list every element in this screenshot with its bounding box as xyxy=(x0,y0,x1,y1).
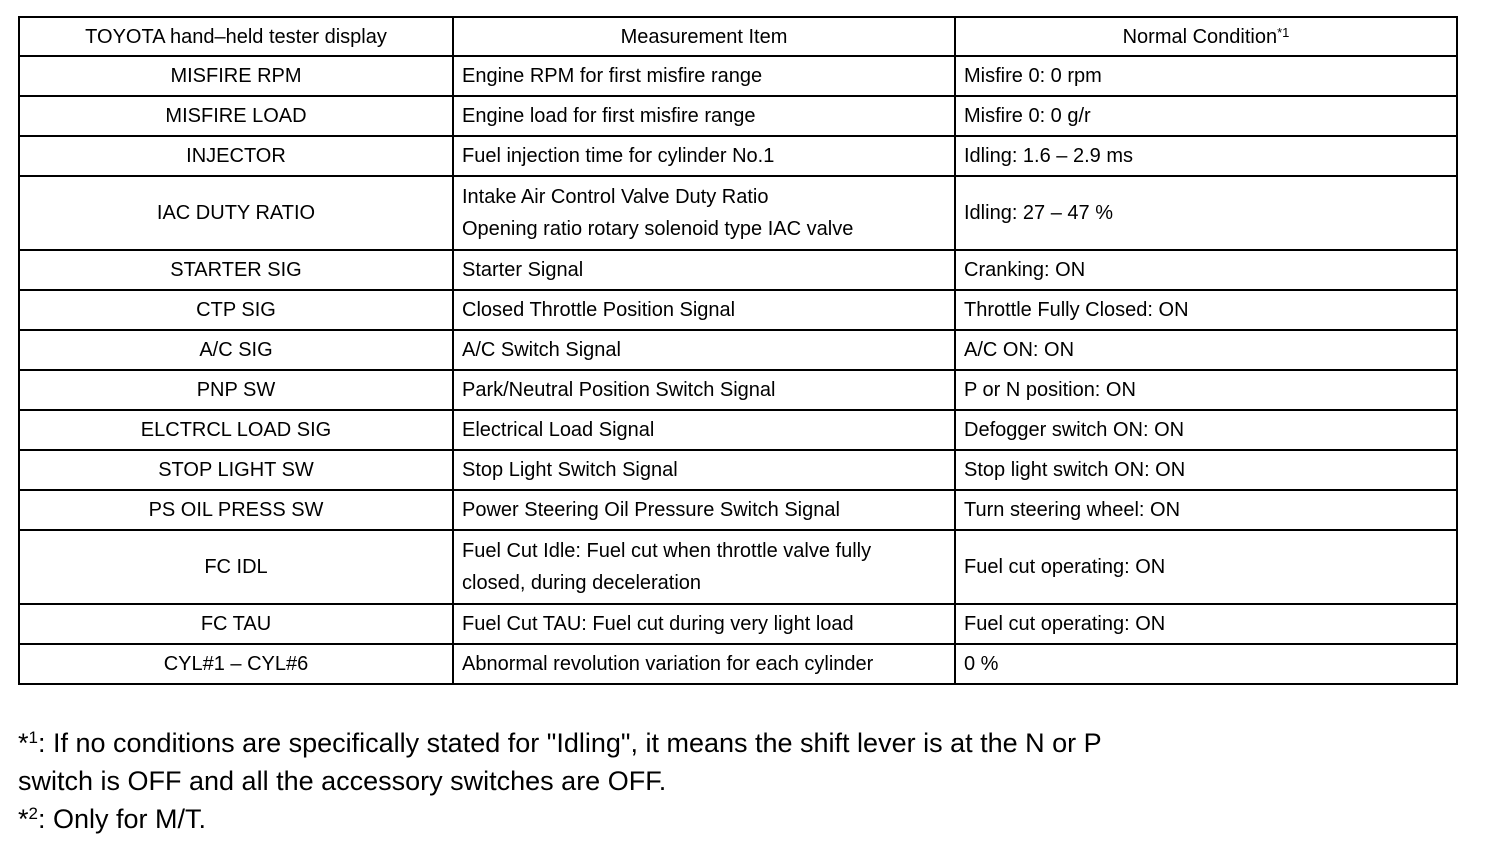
cell-condition: A/C ON: ON xyxy=(955,330,1457,370)
cell-measurement-line: Fuel Cut Idle: Fuel cut when throttle valve fully xyxy=(462,540,872,562)
header-normal-condition-label: Normal Condition xyxy=(1122,25,1278,48)
cell-display: MISFIRE LOAD xyxy=(19,96,453,136)
footnotes xyxy=(18,724,1102,838)
cell-display: IAC DUTY RATIO xyxy=(19,176,453,250)
cell-condition: Fuel cut operating: ON xyxy=(955,604,1457,644)
cell-measurement: Park/Neutral Position Switch Signal xyxy=(453,370,955,410)
cell-measurement: Stop Light Switch Signal xyxy=(453,450,955,490)
cell-measurement: Abnormal revolution variation for each cylinder xyxy=(453,644,955,684)
cell-condition: Stop light switch ON: ON xyxy=(955,450,1457,490)
cell-display: FC TAU xyxy=(19,604,453,644)
cell-measurement xyxy=(453,176,955,250)
cell-measurement: Electrical Load Signal xyxy=(453,410,955,450)
table-row xyxy=(19,410,1457,450)
cell-display: STARTER SIG xyxy=(19,250,453,290)
cell-measurement: Starter Signal xyxy=(453,250,955,290)
footnote-2 xyxy=(18,800,1102,838)
header-tester-display: TOYOTA hand–held tester display xyxy=(19,17,453,56)
table-row xyxy=(19,644,1457,684)
footnote-marker: *1 xyxy=(1277,24,1290,40)
footnote-1-star: * xyxy=(18,728,29,758)
table-header-row xyxy=(19,17,1457,56)
table-row xyxy=(19,530,1457,604)
table-row xyxy=(19,136,1457,176)
footnote-2-number: 2 xyxy=(28,804,38,823)
cell-condition: Cranking: ON xyxy=(955,250,1457,290)
cell-condition: Misfire 0: 0 rpm xyxy=(955,56,1457,96)
cell-condition: Defogger switch ON: ON xyxy=(955,410,1457,450)
footnote-1-text: : If no conditions are specifically stated for "Idling", it means the shift lever is at the N or P xyxy=(37,728,1102,758)
cell-measurement-line: Intake Air Control Valve Duty Ratio xyxy=(462,186,769,208)
cell-display: ELCTRCL LOAD SIG xyxy=(19,410,453,450)
table-row xyxy=(19,56,1457,96)
cell-measurement: Fuel Cut TAU: Fuel cut during very light load xyxy=(453,604,955,644)
cell-display: INJECTOR xyxy=(19,136,453,176)
cell-measurement: Engine load for first misfire range xyxy=(453,96,955,136)
cell-condition: Turn steering wheel: ON xyxy=(955,490,1457,530)
table-row xyxy=(19,96,1457,136)
cell-display: A/C SIG xyxy=(19,330,453,370)
cell-display: CYL#1 – CYL#6 xyxy=(19,644,453,684)
cell-condition: Misfire 0: 0 g/r xyxy=(955,96,1457,136)
footnote-1-number: 1 xyxy=(28,728,38,747)
cell-condition: P or N position: ON xyxy=(955,370,1457,410)
cell-measurement: A/C Switch Signal xyxy=(453,330,955,370)
footnote-1 xyxy=(18,724,1102,762)
footnote-2-text: : Only for M/T. xyxy=(37,804,207,834)
table-row xyxy=(19,450,1457,490)
footnote-2-star: * xyxy=(18,804,29,834)
cell-display: MISFIRE RPM xyxy=(19,56,453,96)
cell-measurement: Power Steering Oil Pressure Switch Signal xyxy=(453,490,955,530)
cell-display: STOP LIGHT SW xyxy=(19,450,453,490)
table-row xyxy=(19,604,1457,644)
cell-condition: Idling: 1.6 – 2.9 ms xyxy=(955,136,1457,176)
cell-measurement: Engine RPM for first misfire range xyxy=(453,56,955,96)
table-row xyxy=(19,490,1457,530)
data-list-table xyxy=(18,16,1458,685)
table-row xyxy=(19,290,1457,330)
cell-display: CTP SIG xyxy=(19,290,453,330)
cell-condition: Throttle Fully Closed: ON xyxy=(955,290,1457,330)
cell-condition: 0 % xyxy=(955,644,1457,684)
cell-condition: Fuel cut operating: ON xyxy=(955,530,1457,604)
table-row xyxy=(19,370,1457,410)
cell-measurement xyxy=(453,530,955,604)
header-normal-condition xyxy=(955,17,1457,56)
table-row xyxy=(19,176,1457,250)
cell-display: PNP SW xyxy=(19,370,453,410)
cell-measurement-line: closed, during deceleration xyxy=(462,572,702,594)
cell-display: PS OIL PRESS SW xyxy=(19,490,453,530)
table-row xyxy=(19,330,1457,370)
table-row xyxy=(19,250,1457,290)
footnote-1-continuation: switch is OFF and all the accessory switches are OFF. xyxy=(18,766,667,796)
cell-condition: Idling: 27 – 47 % xyxy=(955,176,1457,250)
header-measurement-item: Measurement Item xyxy=(453,17,955,56)
cell-display: FC IDL xyxy=(19,530,453,604)
cell-measurement: Fuel injection time for cylinder No.1 xyxy=(453,136,955,176)
cell-measurement: Closed Throttle Position Signal xyxy=(453,290,955,330)
cell-measurement-line: Opening ratio rotary solenoid type IAC valve xyxy=(462,218,854,240)
